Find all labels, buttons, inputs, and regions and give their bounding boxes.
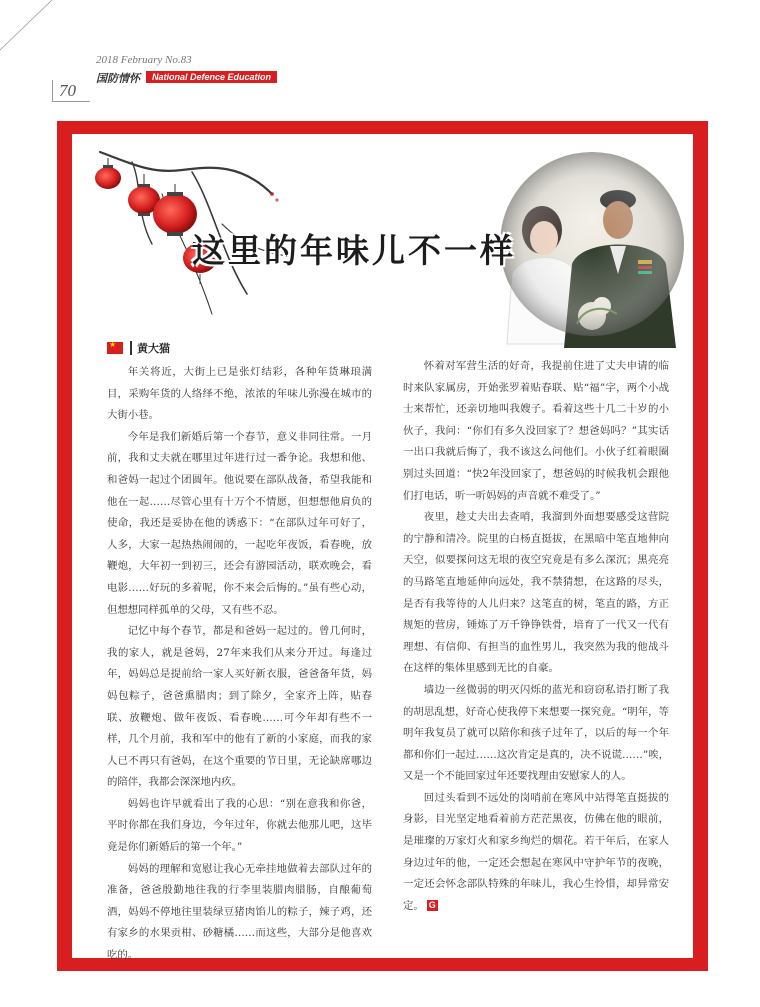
- page-number: 70: [52, 80, 90, 102]
- paragraph: 墙边一丝微弱的明灭闪烁的蓝光和窃窃私语打断了我的胡思乱想，好奇心使我停下来想要一探究竟。“明年，等明年我复员了就可以陪你和孩子过年了，以后的每一个年都和你们一起过……这次肯定是真的，决不说谎……”唉，又是一个不能回家过年还要找理由安慰家人的人。: [403, 683, 669, 783]
- article-column-left: [107, 362, 372, 967]
- byline-divider: [130, 341, 132, 355]
- couple-photo: [500, 152, 684, 348]
- lantern-icon: [153, 184, 197, 236]
- flag-icon: [107, 342, 123, 354]
- lantern-icon: [95, 158, 121, 189]
- end-mark-icon: G: [428, 900, 436, 911]
- paragraph: 今年是我们新婚后第一个春节，意义非同往常。一月前，我和丈夫就在哪里过年进行过一番争论。我想和他、和爸妈一起过个团圆年。他说要在部队战备，希望我能和他在一起……尽管心里有十万个不情愿，但想想他肩负的使命，我还是妥协在他的诱惑下：“在部队过年可好了，人多，大家一起热热闹闹的，一起吃年夜饭，看春晚，放鞭炮，大年初一到初三，还会有游园活动，联欢晚会，看电影……好玩的多着呢，你不来会后悔的。”虽有些心动，但想想同样孤单的父母，又有些不忍。: [107, 430, 372, 616]
- paragraph: 妈妈也许早就看出了我的心思：“别在意我和你爸，平时你都在我们身边，今年过年，你就去他那儿吧，这毕竟是你们新婚后的第一个年。”: [107, 797, 372, 854]
- paragraph: 夜里，趁丈夫出去查哨，我溜到外面想要感受这营院的宁静和清冷。院里的白杨直挺拔，在黑暗中笔直地伸向天空，似要探问这无垠的夜空究竟是有多么深沉；黑亮亮的马路笔直地延伸向远处，我不禁猜想，在这路的尽头，是否有我等待的人儿归来？这笔直的树，笔直的路，方正规矩的营房，锤炼了万千铮铮铁骨，培育了一代又一代有理想、有信仰、有担当的血性男儿，我突然为我的他战斗在这样的集体里感到无比的自豪。: [403, 511, 669, 675]
- issue-label: 2018 February No.83: [96, 54, 192, 66]
- author-name: 黄大猫: [137, 342, 170, 355]
- article-title: 这里的年味儿不一样: [192, 231, 516, 270]
- section-title-en: National Defence Education: [146, 71, 277, 83]
- paragraph-text: 回过头看到不远处的岗哨前在寒风中站得笔直挺拔的身影，目光坚定地看着前方茫茫黑夜，仿佛在他的眼前，是璀璨的万家灯火和家乡绚烂的烟花。若干年后，在家人身边过年的他，一定还会想起在寒风中守护年节的夜晚，一定还会怀念部队特殊的年味儿，我心生怜惜，却异常安定。: [403, 791, 669, 912]
- page-corner-fold: [0, 0, 70, 62]
- paragraph: 妈妈的理解和宽慰让我心无牵挂地做着去部队过年的准备，爸爸殷勤地往我的行李里装腊肉腊肠，自酿葡萄酒，妈妈不停地往里装绿豆猪肉馅儿的粽子，辣子鸡，还有家乡的水果贡柑、砂糖橘……而这些，大部分是他喜欢吃的。: [107, 862, 372, 962]
- paragraph: 记忆中每个春节，都是和爸妈一起过的。曾几何时，我的家人，就是爸妈，27年来我们从来分开过。每逢过年，妈妈总是提前给一家人买好新衣服，爸爸备年货，妈妈包粽子，爸爸熏腊肉；到了除夕，全家齐上阵，贴春联、放鞭炮、做年夜饭、看春晚……可今年却有些不一样，几个月前，我和军中的他有了新的小家庭，而我的家人已不再只有爸妈，在这个重要的节日里，无论缺席哪边的陪伴，我都会深深地内疚。: [107, 625, 372, 789]
- paragraph: 怀着对军营生活的好奇，我提前住进了丈夫申请的临时来队家属房，开始张罗着贴春联、贴“福”字，两个小战士来帮忙，还亲切地叫我嫂子。看着这些十几二十岁的小伙子，我问：“你们有多久没回家了？想爸妈吗？”其实话一出口我就后悔了，我不该这么问他们。小伙子红着眼圈别过头回道：“快2年没回家了，想爸妈的时候我机会跟他们打电话，听一听妈妈的声音就不难受了。”: [403, 360, 669, 502]
- red-frame: [57, 121, 708, 971]
- section-title-cn: 国防情怀: [96, 72, 140, 85]
- byline: [107, 340, 170, 356]
- paragraph: [403, 788, 669, 918]
- article-panel: [72, 134, 693, 962]
- paragraph: 年关将近，大街上已是张灯结彩，各种年货琳琅满目，采购年货的人络绎不绝，浓浓的年味儿弥漫在城市的大街小巷。: [107, 366, 372, 422]
- article-column-right: [403, 356, 669, 917]
